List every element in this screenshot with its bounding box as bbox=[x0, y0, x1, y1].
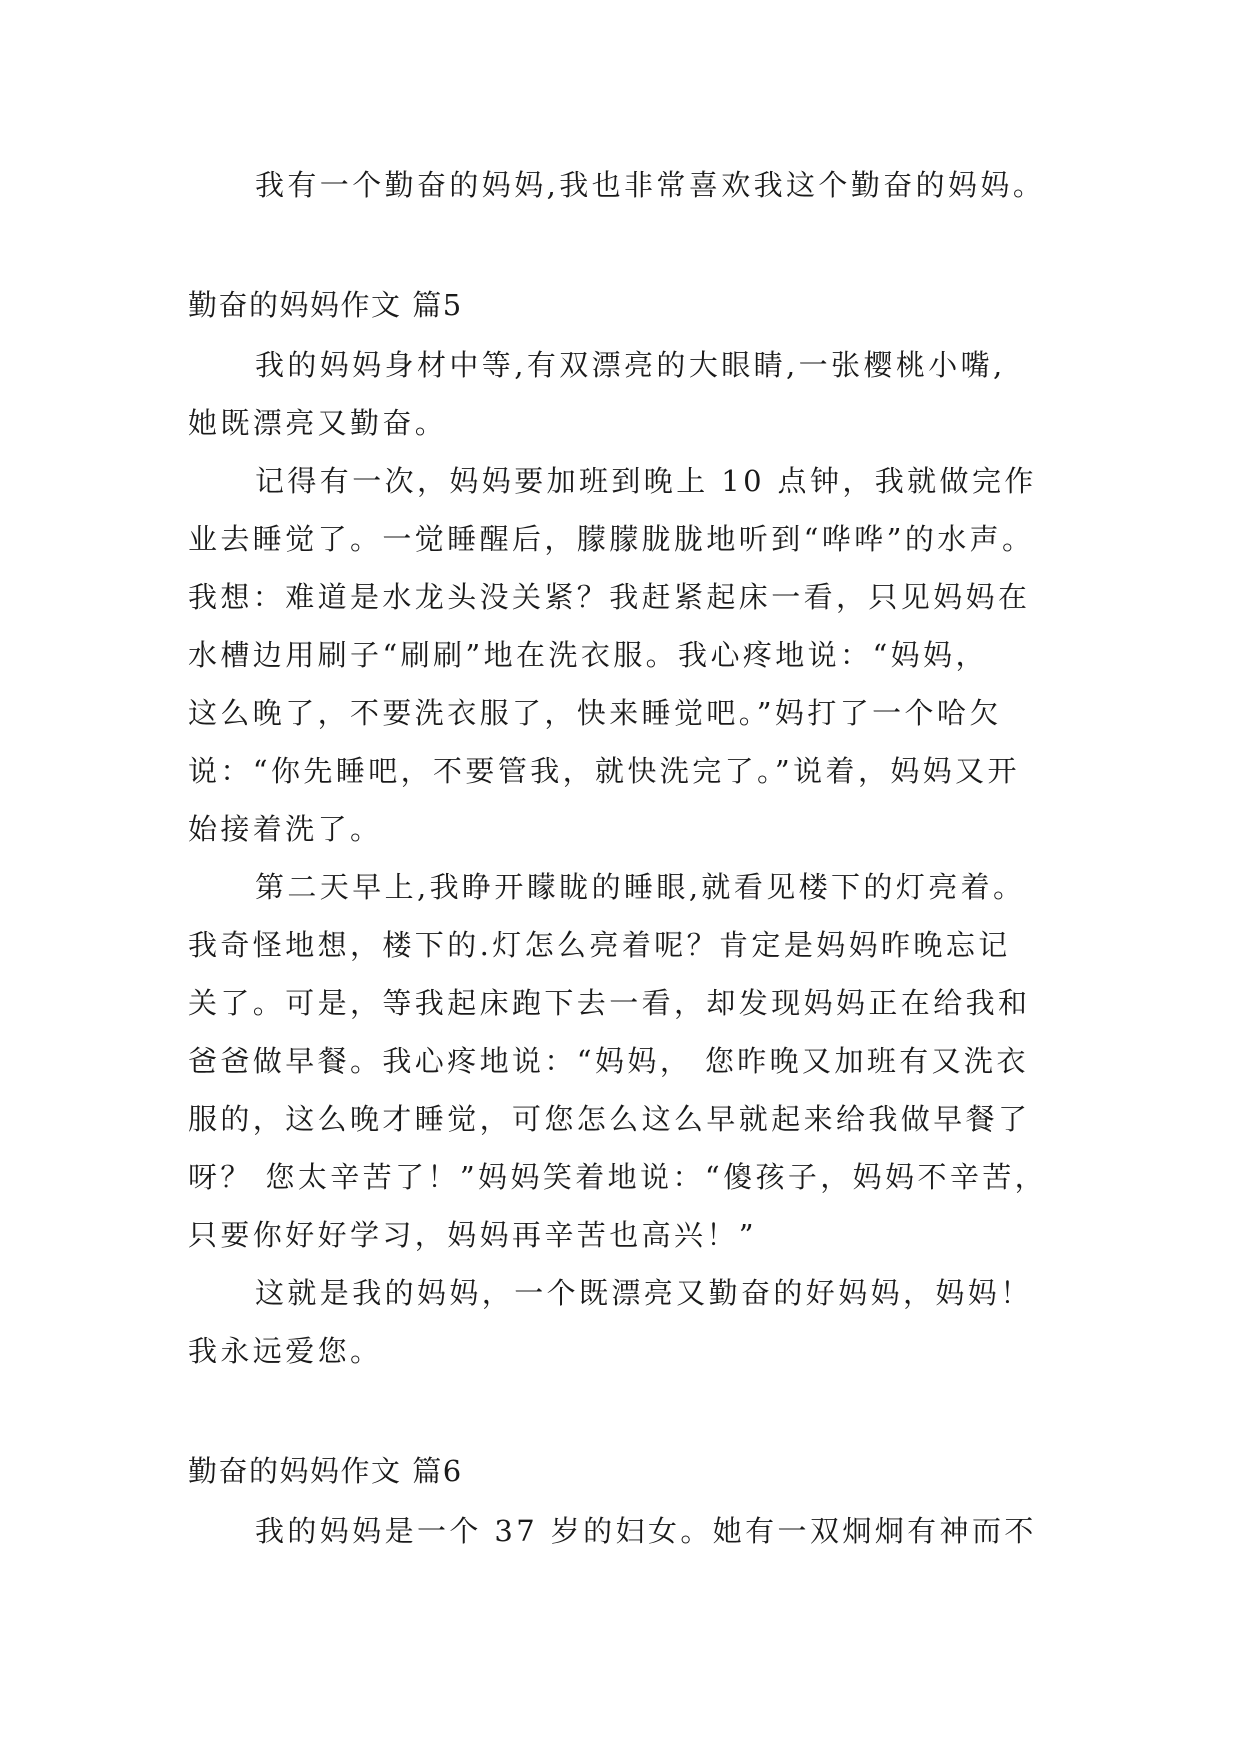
paragraph-line: 我的妈妈身材中等,有双漂亮的大眼睛,一张樱桃小嘴, bbox=[255, 348, 1006, 382]
paragraph-line: 我想：难道是水龙头没关紧？我赶紧起床一看，只见妈妈在 bbox=[188, 580, 1031, 614]
paragraph-line: 这就是我的妈妈，一个既漂亮又勤奋的好妈妈，妈妈！ bbox=[255, 1276, 1033, 1310]
paragraph-line: 爸爸做早餐。我心疼地说：“妈妈， 您昨晚又加班有又洗衣 bbox=[188, 1044, 1029, 1078]
paragraph-line: 服的，这么晚才睡觉，可您怎么这么早就起来给我做早餐了 bbox=[188, 1102, 1031, 1136]
paragraph-line: 呀？ 您太辛苦了！”妈妈笑着地说：“傻孩子，妈妈不辛苦， bbox=[188, 1160, 1048, 1194]
paragraph-line: 始接着洗了。 bbox=[188, 812, 383, 846]
paragraph-line: 记得有一次，妈妈要加班到晚上 10 点钟，我就做完作 bbox=[255, 464, 1037, 498]
paragraph-line: 她既漂亮又勤奋。 bbox=[188, 406, 448, 440]
section-5-title: 勤奋的妈妈作文 篇5 bbox=[188, 288, 463, 322]
paragraph-line: 水槽边用刷子“刷刷”地在洗衣服。我心疼地说：“妈妈， bbox=[188, 638, 988, 672]
paragraph-line: 业去睡觉了。一觉睡醒后，朦朦胧胧地听到“哗哗”的水声。 bbox=[188, 522, 1035, 556]
paragraph-line: 第二天早上,我睁开矇眬的睡眼,就看见楼下的灯亮着。 bbox=[255, 870, 1026, 904]
paragraph-line: 我奇怪地想，楼下的.灯怎么亮着呢？肯定是妈妈昨晚忘记 bbox=[188, 928, 1011, 962]
section-6-title: 勤奋的妈妈作文 篇6 bbox=[188, 1454, 463, 1488]
paragraph-line: 说：“你先睡吧，不要管我，就快洗完了。”说着，妈妈又开 bbox=[188, 754, 1020, 788]
intro-paragraph: 我有一个勤奋的妈妈,我也非常喜欢我这个勤奋的妈妈。 bbox=[255, 168, 1046, 202]
paragraph-line: 我永远爱您。 bbox=[188, 1334, 383, 1368]
paragraph-line: 我的妈妈是一个 37 岁的妇女。她有一双炯炯有神而不 bbox=[255, 1514, 1037, 1548]
paragraph-line: 关了。可是，等我起床跑下去一看，却发现妈妈正在给我和 bbox=[188, 986, 1031, 1020]
paragraph-line: 只要你好好学习，妈妈再辛苦也高兴！” bbox=[188, 1218, 758, 1252]
paragraph-line: 这么晚了，不要洗衣服了，快来睡觉吧。”妈打了一个哈欠 bbox=[188, 696, 1002, 730]
